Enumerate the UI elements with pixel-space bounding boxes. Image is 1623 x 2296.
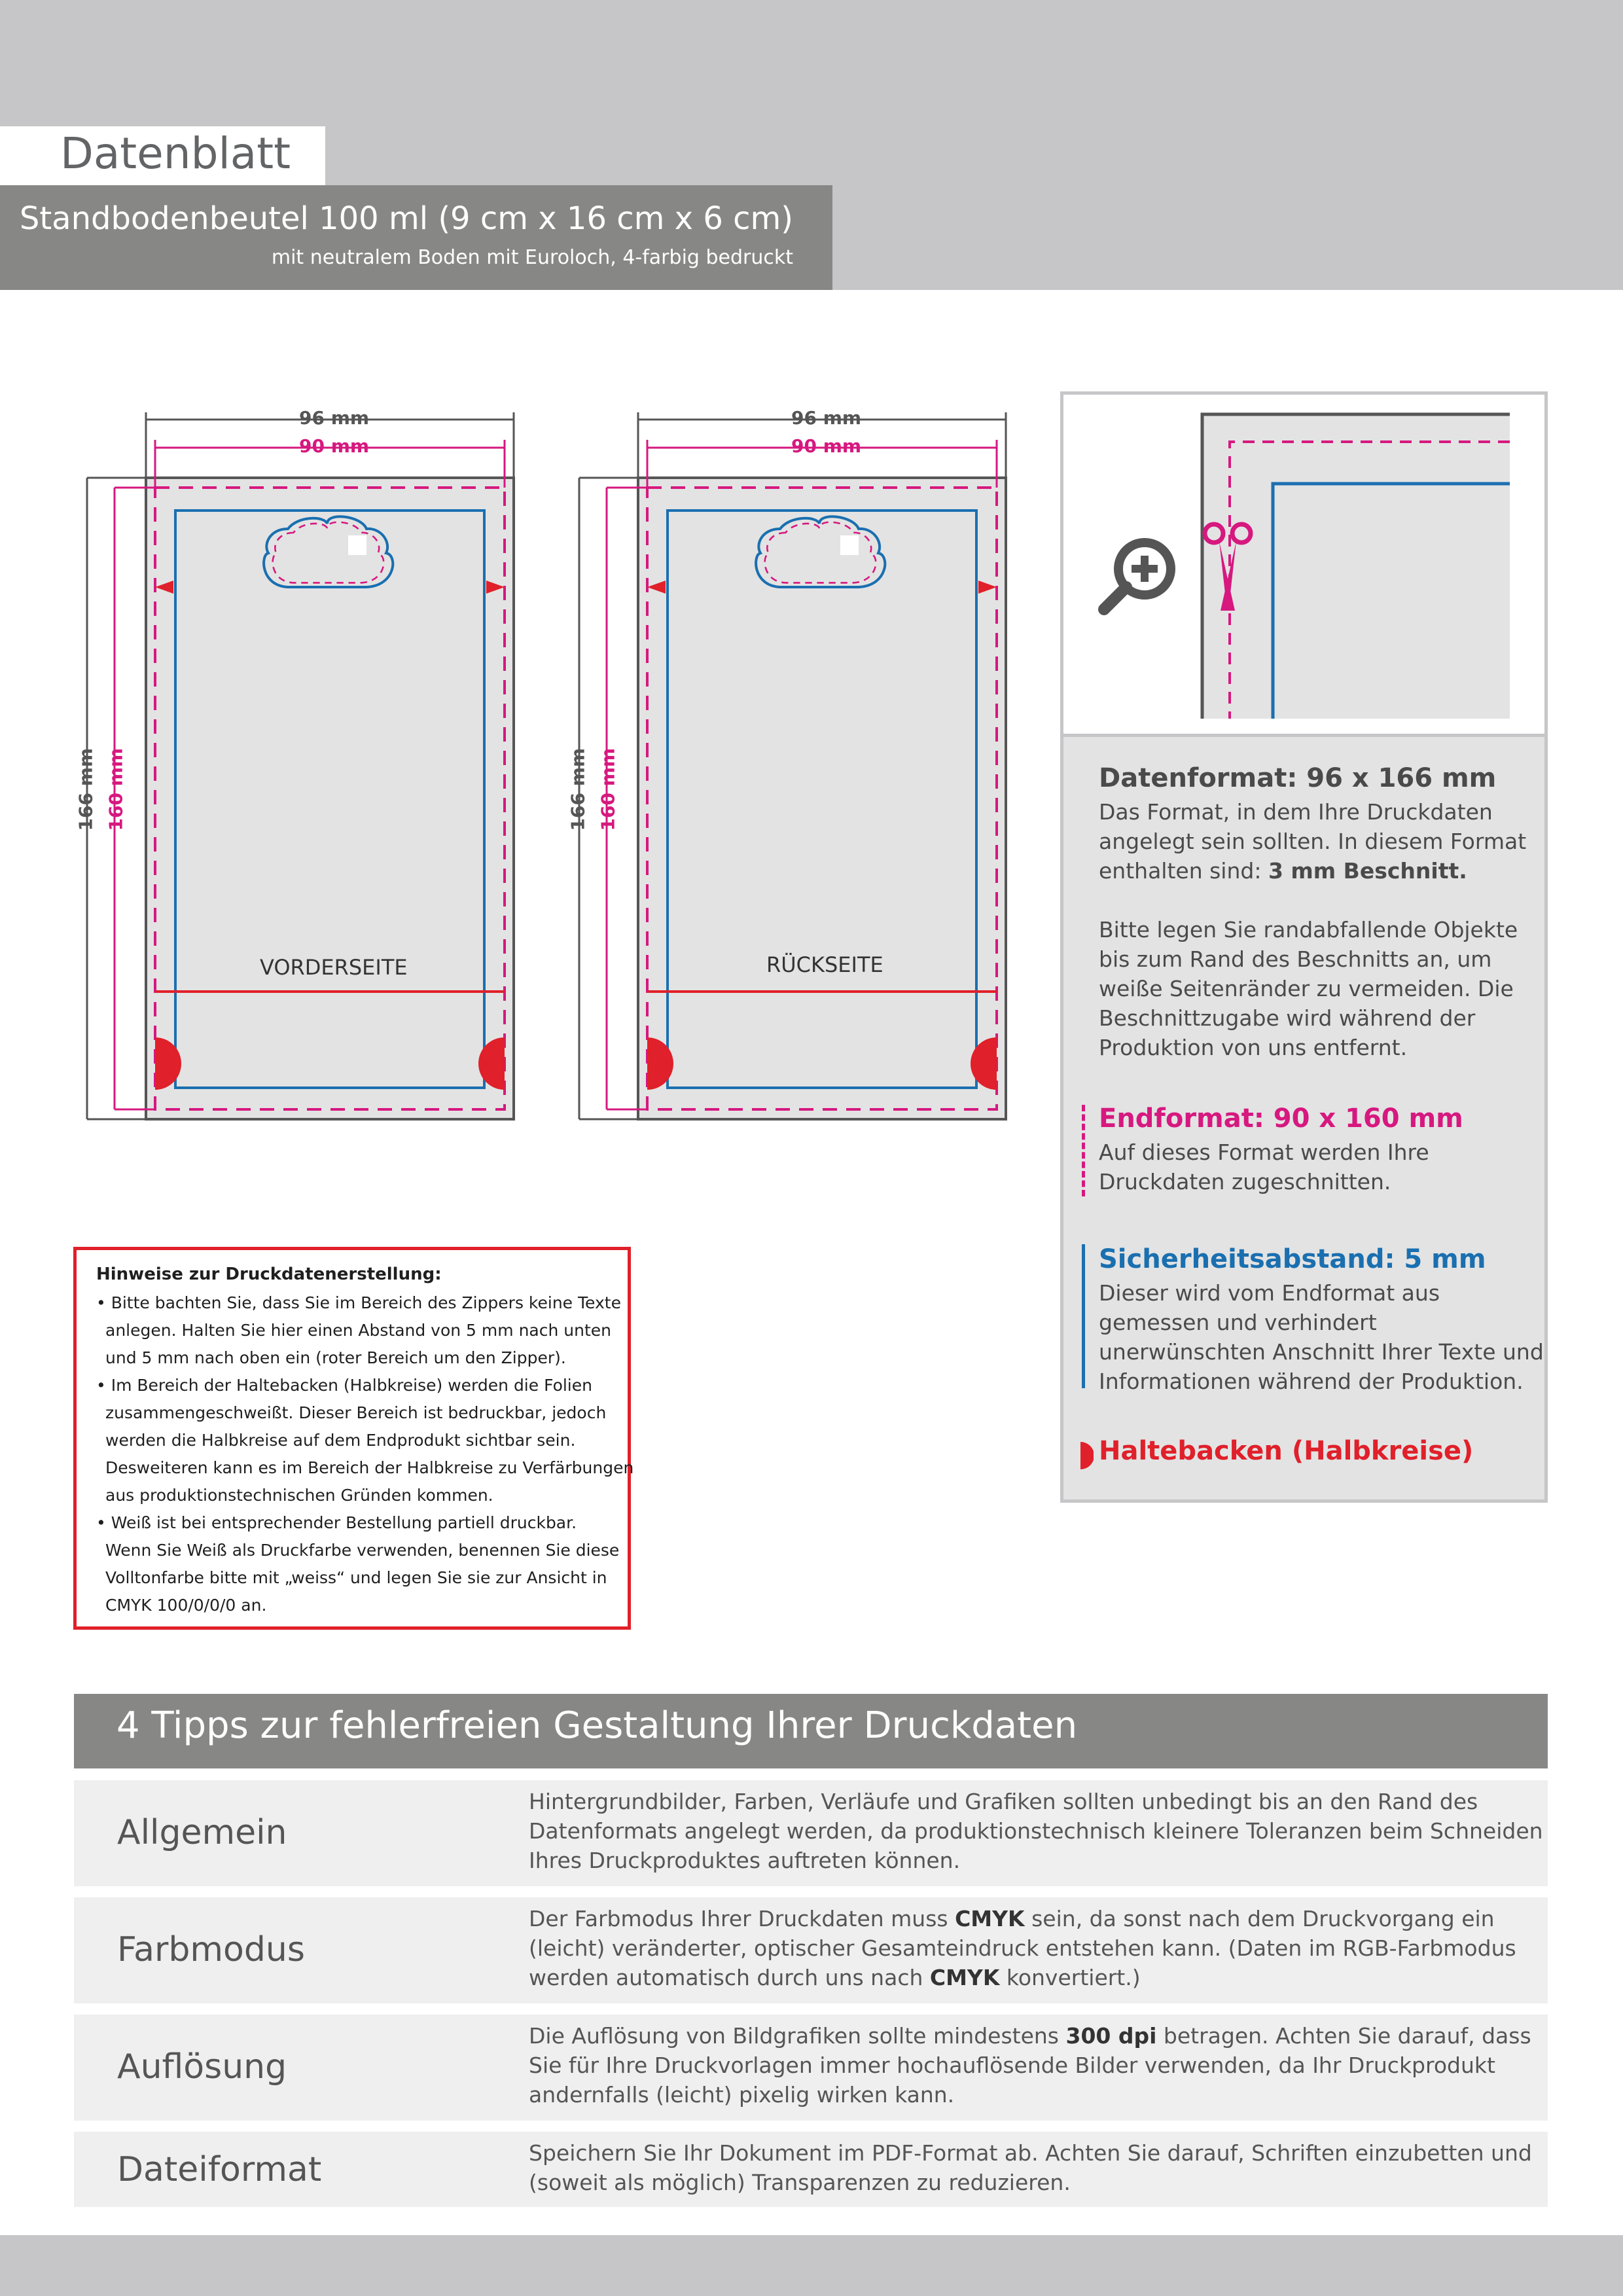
tip-row-farbmodus: [74, 1897, 1548, 2003]
height-inner-label: 160 mm: [105, 747, 127, 831]
tip-text: Hintergrundbilder, Farben, Verläufe und Grafiken sollten unbedingt bis an den Rand des Datenformats angelegt werden, da produktionstechnisch kleinere Toleranzen beim Schneiden Ihres Druckproduktes auftreten können.: [529, 1789, 1543, 1873]
note-line: Wenn Sie Weiß als Druckfarbe verwenden, benennen Sie diese: [105, 1541, 620, 1560]
width-outer-label: 96 mm: [299, 407, 370, 429]
note-line: • Bitte bachten Sie, dass Sie im Bereich des Zippers keine Texte: [96, 1293, 621, 1312]
note-line: anlegen. Halten Sie hier einen Abstand von 5 mm nach unten: [105, 1321, 611, 1340]
height-inner-label: 160 mm: [597, 747, 619, 831]
note-line: • Im Bereich der Haltebacken (Halbkreise) werden die Folien: [96, 1376, 592, 1395]
note-line: CMYK 100/0/0/0 an.: [105, 1596, 267, 1615]
note-line: aus produktionstechnischen Gründen kommen.: [105, 1486, 493, 1505]
endformat-title: Endformat: 90 x 160 mm: [1099, 1103, 1463, 1134]
notes-box: [73, 1247, 634, 1630]
height-outer-label: 166 mm: [567, 747, 589, 831]
tip-label: Dateiformat: [117, 2150, 322, 2189]
legend-panel: [1060, 737, 1548, 1503]
tip-text: Speichern Sie Ihr Dokument im PDF-Format ab. Achten Sie darauf, Schriften einzubetten und (soweit als möglich) Transparenzen zu reduzieren.: [529, 2140, 1532, 2195]
endformat-marker: [1082, 1105, 1085, 1196]
note-line: Desweiteren kann es im Bereich der Halbkreise zu Verfärbungen: [105, 1458, 634, 1477]
halbkreis-icon: [1079, 1442, 1094, 1469]
tip-label: Farbmodus: [117, 1930, 305, 1969]
width-inner-label: 90 mm: [791, 435, 862, 457]
note-line: • Weiß ist bei entsprechender Bestellung partiell druckbar.: [96, 1513, 577, 1532]
tip-label: Allgemein: [117, 1813, 287, 1852]
scissors-icon: [1201, 519, 1256, 617]
note-line: werden die Halbkreise auf dem Endprodukt sichtbar sein.: [105, 1431, 576, 1450]
width-outer-label: 96 mm: [791, 407, 862, 429]
endformat-text: Auf dieses Format werden Ihre Druckdaten zugeschnitten.: [1099, 1139, 1429, 1194]
height-outer-label: 166 mm: [75, 747, 97, 831]
tip-row-dateiformat: [74, 2132, 1548, 2207]
sicherheit-text: Dieser wird vom Endformat aus gemessen und verhindert unerwünschten Anschnitt Ihrer Texte und Informationen während der Produktion.: [1099, 1280, 1544, 1394]
note-line: zusammengeschweißt. Dieser Bereich ist bedruckbar, jedoch: [105, 1403, 607, 1422]
product-title: Standbodenbeutel 100 ml (9 cm x 16 cm x 6 cm): [19, 200, 793, 237]
datenformat-title: Datenformat: 96 x 166 mm: [1099, 763, 1497, 793]
sicherheit-marker: [1082, 1244, 1085, 1388]
product-subtitle: mit neutralem Boden mit Euroloch, 4-farbig bedruckt: [271, 246, 793, 269]
tip-text: Der Farbmodus Ihrer Druckdaten muss CMYK sein, da sonst nach dem Druckvorgang ein (leicht) veränderter, optischer Gesamteindruck entstehen kann. (Daten im RGB-Farbmodus werden automatisch durch uns nach CMYK konvertiert.): [529, 1906, 1516, 1990]
pouch-back-graphic: [492, 0, 1029, 1152]
tip-row-aufloesung: [74, 2015, 1548, 2121]
zoom-detail-panel: [1060, 391, 1548, 737]
notes-title: Hinweise zur Druckdatenerstellung:: [96, 1265, 442, 1284]
tip-label: Auflösung: [117, 2047, 287, 2087]
tips-title: 4 Tipps zur fehlerfreien Gestaltung Ihrer Druckdaten: [116, 1704, 1078, 1747]
datenformat-text: Das Format, in dem Ihre Druckdaten angelegt sein sollten. In diesem Format enthalten sind: 3 mm Beschnitt.: [1099, 799, 1527, 884]
bottom-band: [0, 2235, 1623, 2296]
note-line: Volltonfarbe bitte mit „weiss“ und legen Sie sie zur Ansicht in: [105, 1568, 607, 1587]
width-inner-label: 90 mm: [299, 435, 370, 457]
datenformat-note: Bitte legen Sie randabfallende Objekte bis zum Rand des Beschnitts an, um weiße Seitenränder zu vermeiden. Die Beschnittzugabe wird während der Produktion von uns entfernt.: [1099, 917, 1518, 1060]
note-line: und 5 mm nach oben ein (roter Bereich um den Zipper).: [105, 1348, 566, 1367]
side-label: VORDERSEITE: [260, 955, 408, 980]
zoom-in-icon: [1092, 531, 1184, 622]
sicherheit-title: Sicherheitsabstand: 5 mm: [1099, 1244, 1486, 1274]
page-title: Datenblatt: [60, 128, 291, 179]
tip-text: Die Auflösung von Bildgrafiken sollte mindestens 300 dpi betragen. Achten Sie darauf, dass Sie für Ihre Druckvorlagen immer hochauflösende Bilder verwenden, da Ihr Druckprodukt andernfalls (leicht) pixelig wirken kann.: [529, 2023, 1531, 2108]
haltebacken-title: Haltebacken (Halbkreise): [1099, 1436, 1474, 1466]
tip-row-allgemein: [74, 1780, 1548, 1886]
side-label: RÜCKSEITE: [766, 952, 883, 977]
